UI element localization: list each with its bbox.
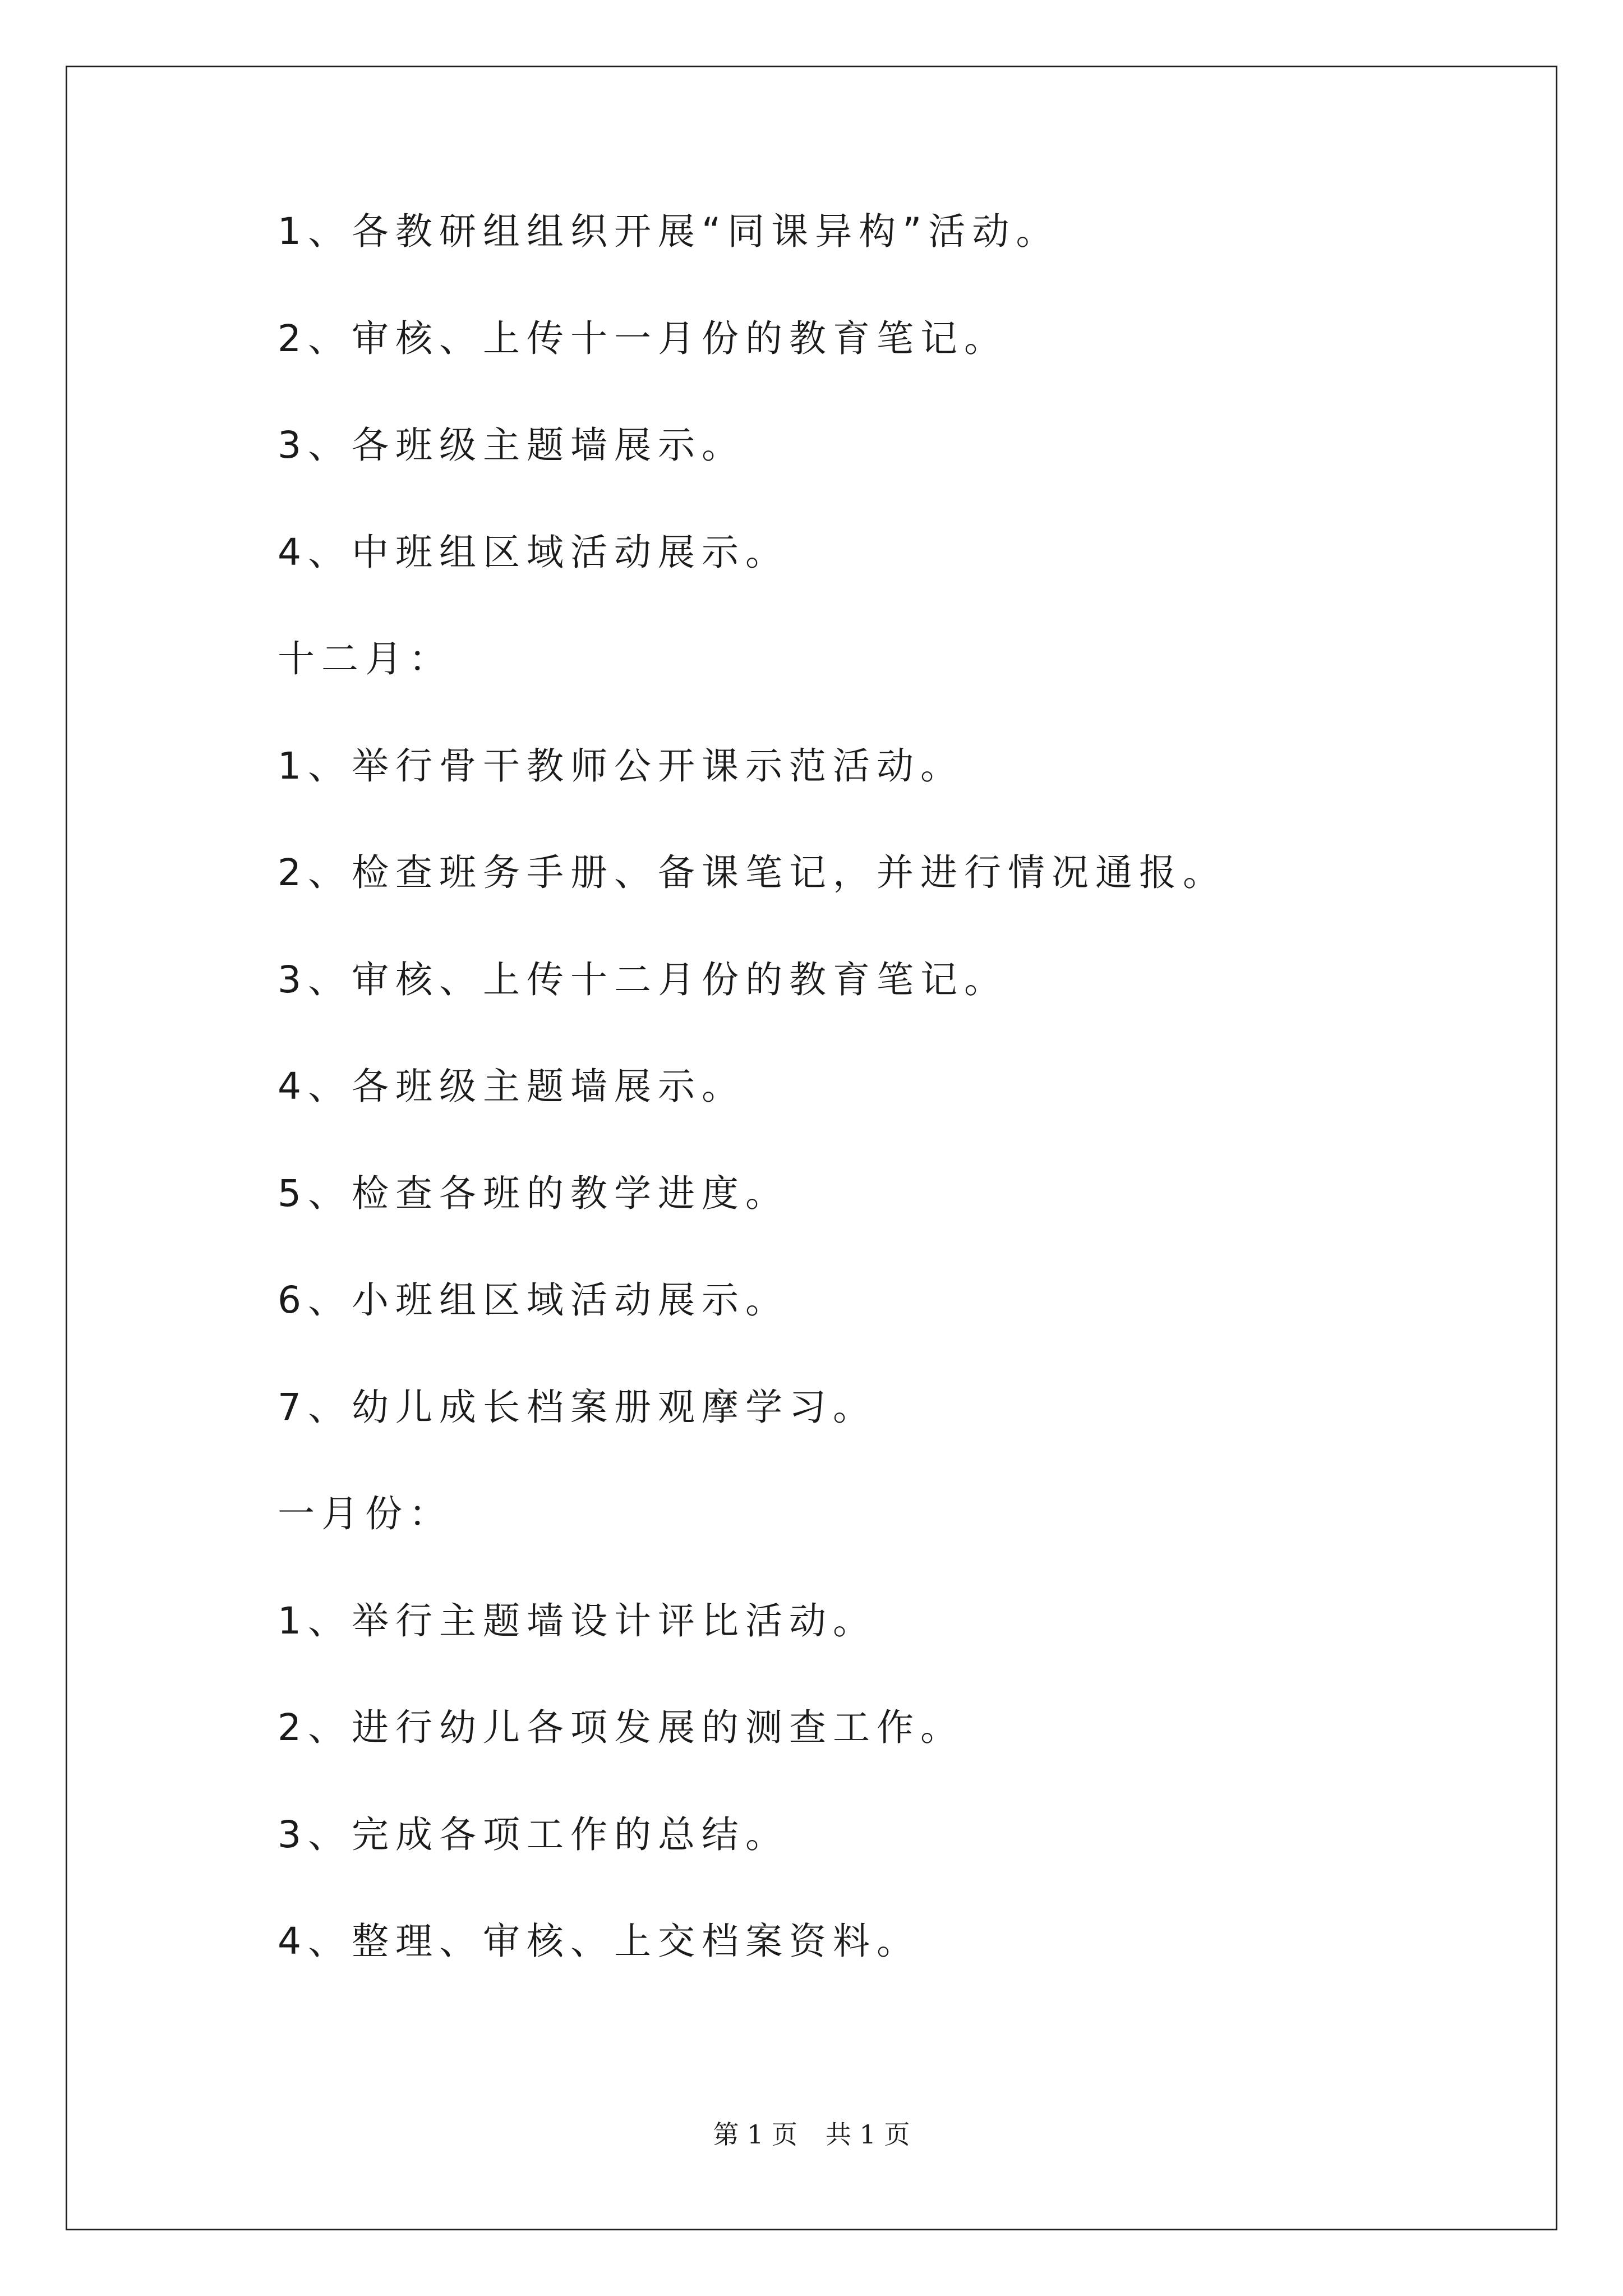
- page-total: 共 1 页: [826, 2119, 910, 2150]
- list-item: 1、举行主题墙设计评比活动。: [278, 1599, 877, 1642]
- list-item: 4、整理、审核、上交档案资料。: [278, 1920, 920, 1963]
- list-item: 4、各班级主题墙展示。: [278, 1065, 745, 1108]
- document-body: [278, 210, 1500, 2030]
- list-item: 2、审核、上传十一月份的教育笔记。: [278, 316, 1008, 360]
- list-item: 1、举行骨干教师公开课示范活动。: [278, 744, 964, 788]
- list-item: 3、审核、上传十二月份的教育笔记。: [278, 958, 1008, 1001]
- section-heading: 一月份：: [278, 1492, 453, 1535]
- list-item: 4、中班组区域活动展示。: [278, 530, 789, 574]
- section-heading: 十二月：: [278, 637, 453, 680]
- list-item: 2、进行幼儿各项发展的测查工作。: [278, 1706, 964, 1749]
- list-item: 2、检查班务手册、备课笔记，并进行情况通报。: [278, 851, 1227, 894]
- page-number: 第 1 页: [713, 2119, 797, 2150]
- list-item: 7、幼儿成长档案册观摩学习。: [278, 1385, 877, 1429]
- list-item: 1、各教研组组织开展“同课异构”活动。: [278, 210, 1060, 253]
- list-item: 3、各班级主题墙展示。: [278, 424, 745, 467]
- list-item: 5、检查各班的教学进度。: [278, 1171, 789, 1215]
- list-item: 6、小班组区域活动展示。: [278, 1278, 789, 1322]
- list-item: 3、完成各项工作的总结。: [278, 1812, 789, 1856]
- page-footer: [0, 2119, 1623, 2150]
